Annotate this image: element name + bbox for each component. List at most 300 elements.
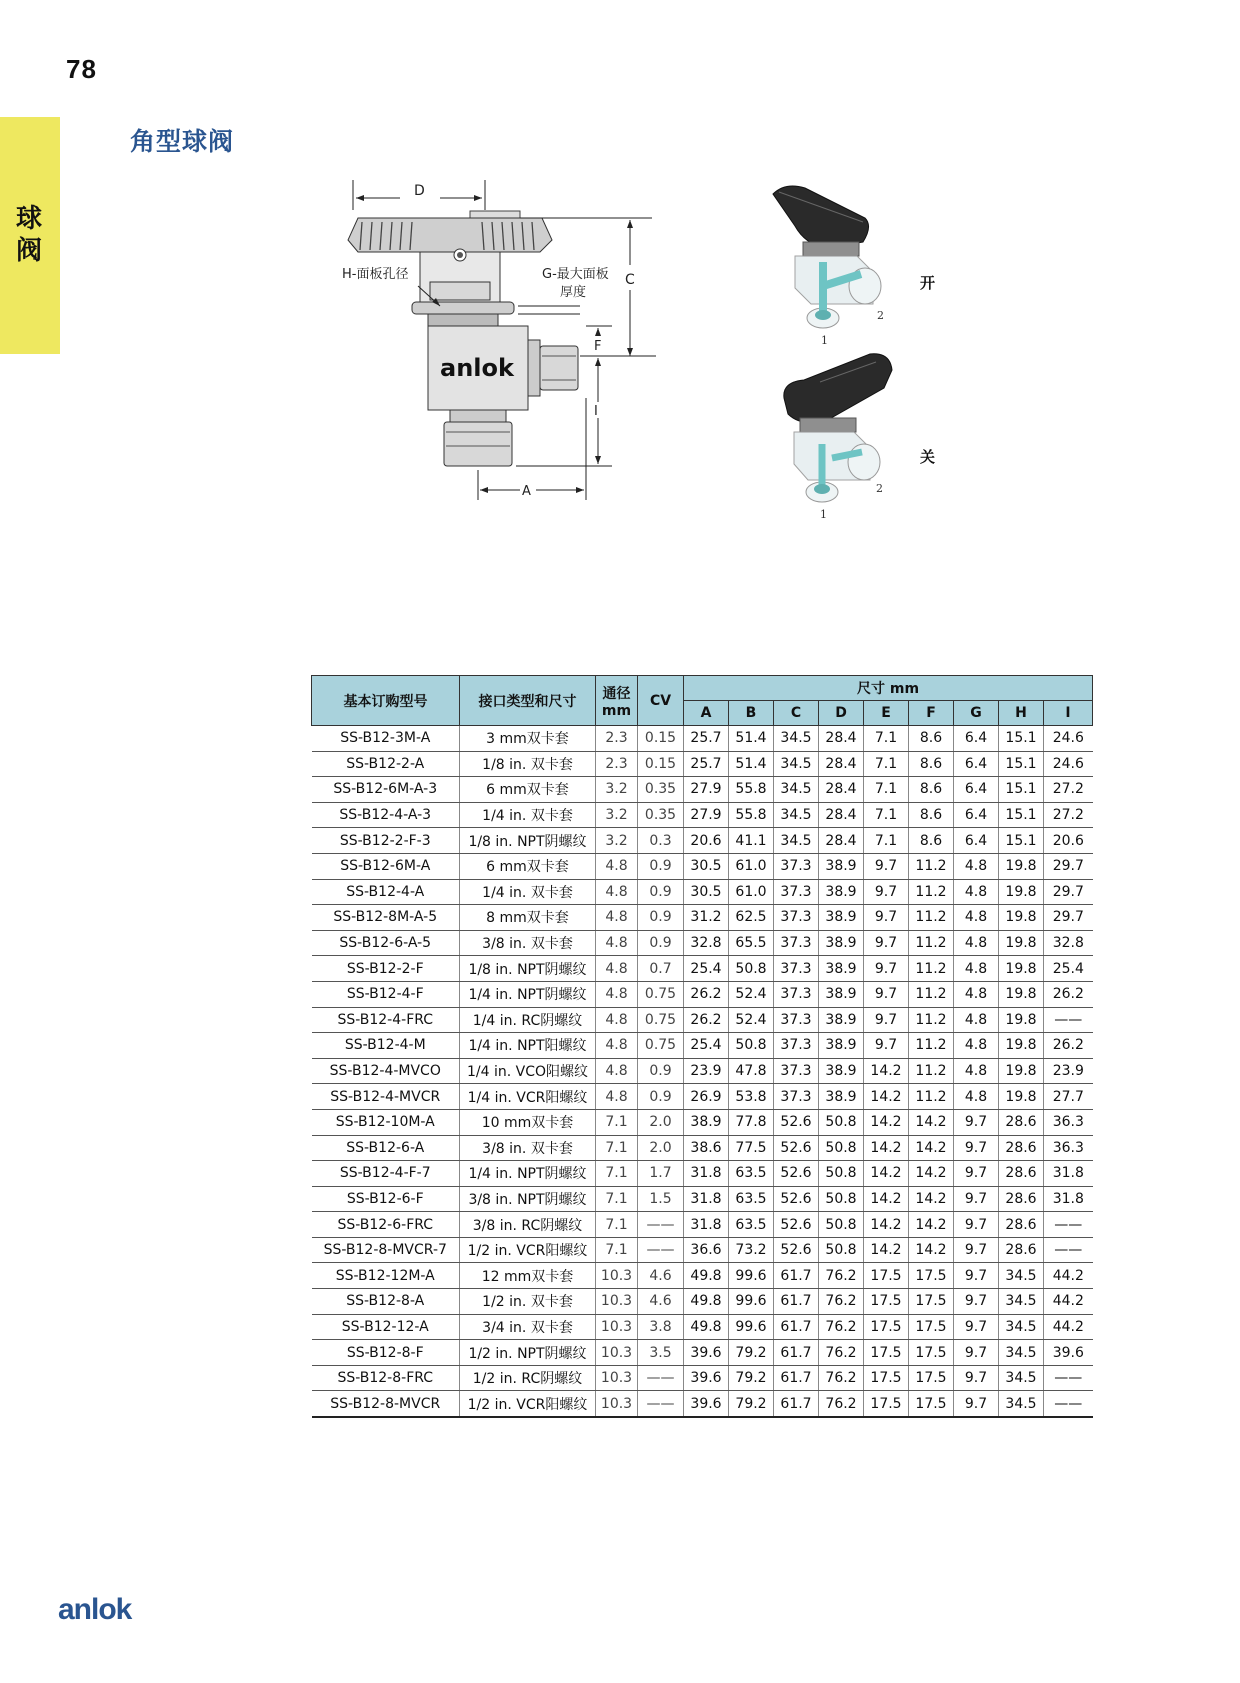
table-row [312, 1340, 1093, 1366]
cell-connection: 3/4 in. 双卡套 [460, 1314, 596, 1340]
cell-dim-a: 31.8 [684, 1212, 729, 1238]
cell-dim-h: 28.6 [999, 1212, 1044, 1238]
cell-dim-c: 34.5 [774, 751, 819, 777]
cell-dim-h: 19.8 [999, 1033, 1044, 1059]
cell-dim-g: 4.8 [954, 956, 999, 982]
cell-dim-f: 17.5 [909, 1289, 954, 1315]
cell-connection: 8 mm双卡套 [460, 905, 596, 931]
cell-dim-h: 19.8 [999, 853, 1044, 879]
cell-cv: 0.7 [638, 956, 684, 982]
cell-dim-a: 31.2 [684, 905, 729, 931]
cell-dim-f: 11.2 [909, 956, 954, 982]
cell-dim-a: 25.4 [684, 1033, 729, 1059]
cell-dim-b: 65.5 [729, 930, 774, 956]
cell-dim-d: 38.9 [819, 1007, 864, 1033]
cell-dim-e: 14.2 [864, 1084, 909, 1110]
cell-dim-i: —— [1044, 1365, 1093, 1391]
cell-part-number: SS-B12-2-A [312, 751, 460, 777]
header-dim-c: C [774, 701, 819, 726]
cell-dim-e: 14.2 [864, 1109, 909, 1135]
cell-cv: 0.15 [638, 751, 684, 777]
cell-dim-f: 14.2 [909, 1109, 954, 1135]
cell-bore: 7.1 [596, 1186, 638, 1212]
cell-part-number: SS-B12-6M-A [312, 853, 460, 879]
table-row [312, 905, 1093, 931]
cell-bore: 4.8 [596, 956, 638, 982]
cell-dim-h: 28.6 [999, 1135, 1044, 1161]
cell-dim-b: 79.2 [729, 1340, 774, 1366]
cell-dim-a: 39.6 [684, 1391, 729, 1417]
cell-connection: 1/4 in. VCR阳螺纹 [460, 1084, 596, 1110]
cell-dim-h: 34.5 [999, 1314, 1044, 1340]
side-tab-label: 球阀 [16, 203, 43, 265]
cell-bore: 7.1 [596, 1161, 638, 1187]
label-f: F [594, 339, 602, 354]
cell-connection: 1/4 in. NPT阴螺纹 [460, 1161, 596, 1187]
table-row [312, 726, 1093, 752]
cell-connection: 1/4 in. NPT阴螺纹 [460, 981, 596, 1007]
table-row [312, 751, 1093, 777]
cell-dim-h: 19.8 [999, 930, 1044, 956]
cell-dim-d: 50.8 [819, 1237, 864, 1263]
cell-cv: 4.6 [638, 1263, 684, 1289]
cell-dim-h: 28.6 [999, 1186, 1044, 1212]
cell-dim-c: 34.5 [774, 726, 819, 752]
cell-dim-c: 61.7 [774, 1263, 819, 1289]
cell-dim-a: 25.4 [684, 956, 729, 982]
header-cv: CV [638, 676, 684, 726]
cell-dim-h: 28.6 [999, 1109, 1044, 1135]
cell-dim-i: 27.2 [1044, 802, 1093, 828]
cell-cv: 0.9 [638, 905, 684, 931]
cell-dim-a: 30.5 [684, 879, 729, 905]
cell-dim-a: 31.8 [684, 1161, 729, 1187]
cell-cv: 0.9 [638, 1058, 684, 1084]
cell-dim-g: 6.4 [954, 802, 999, 828]
cell-dim-b: 63.5 [729, 1161, 774, 1187]
page-number: 78 [66, 54, 97, 84]
cell-dim-h: 34.5 [999, 1340, 1044, 1366]
table-row [312, 879, 1093, 905]
cell-dim-i: 36.3 [1044, 1135, 1093, 1161]
cell-dim-e: 17.5 [864, 1263, 909, 1289]
table-row [312, 1161, 1093, 1187]
cell-part-number: SS-B12-4-F [312, 981, 460, 1007]
header-bore [596, 676, 638, 726]
cell-connection: 3/8 in. NPT阴螺纹 [460, 1186, 596, 1212]
cell-dim-i: 36.3 [1044, 1109, 1093, 1135]
cell-dim-e: 17.5 [864, 1391, 909, 1417]
cell-dim-i: 26.2 [1044, 1033, 1093, 1059]
cell-dim-d: 76.2 [819, 1340, 864, 1366]
cell-dim-d: 38.9 [819, 1084, 864, 1110]
cell-dim-g: 4.8 [954, 853, 999, 879]
cell-dim-c: 37.3 [774, 930, 819, 956]
closed-state-image [780, 352, 920, 522]
cell-dim-b: 62.5 [729, 905, 774, 931]
cell-dim-c: 61.7 [774, 1391, 819, 1417]
cell-dim-i: 26.2 [1044, 981, 1093, 1007]
header-dim-g: G [954, 701, 999, 726]
cell-dim-f: 11.2 [909, 879, 954, 905]
cell-dim-h: 15.1 [999, 802, 1044, 828]
cell-dim-e: 14.2 [864, 1212, 909, 1238]
cell-dim-e: 17.5 [864, 1365, 909, 1391]
cell-dim-f: 8.6 [909, 726, 954, 752]
cell-dim-e: 17.5 [864, 1340, 909, 1366]
cell-cv: 2.0 [638, 1109, 684, 1135]
cell-dim-g: 9.7 [954, 1135, 999, 1161]
cell-dim-h: 28.6 [999, 1161, 1044, 1187]
cell-dim-i: 23.9 [1044, 1058, 1093, 1084]
cell-connection: 1/4 in. 双卡套 [460, 879, 596, 905]
cell-dim-i: 31.8 [1044, 1161, 1093, 1187]
cell-part-number: SS-B12-10M-A [312, 1109, 460, 1135]
cell-bore: 4.8 [596, 1084, 638, 1110]
cell-dim-b: 61.0 [729, 879, 774, 905]
cell-bore: 7.1 [596, 1237, 638, 1263]
cell-dim-f: 11.2 [909, 853, 954, 879]
cell-dim-b: 53.8 [729, 1084, 774, 1110]
cell-dim-b: 52.4 [729, 1007, 774, 1033]
cell-dim-d: 28.4 [819, 777, 864, 803]
table-row [312, 828, 1093, 854]
cell-connection: 6 mm双卡套 [460, 777, 596, 803]
table-header-row-1 [312, 676, 1093, 701]
cell-dim-e: 14.2 [864, 1186, 909, 1212]
cell-dim-b: 50.8 [729, 956, 774, 982]
cell-dim-h: 15.1 [999, 726, 1044, 752]
cell-connection: 3 mm双卡套 [460, 726, 596, 752]
cell-cv: 0.35 [638, 777, 684, 803]
cell-dim-g: 9.7 [954, 1263, 999, 1289]
cell-dim-e: 17.5 [864, 1314, 909, 1340]
table-row [312, 1391, 1093, 1417]
cell-dim-c: 37.3 [774, 1058, 819, 1084]
cell-dim-b: 41.1 [729, 828, 774, 854]
cell-dim-f: 14.2 [909, 1237, 954, 1263]
cell-dim-b: 99.6 [729, 1289, 774, 1315]
cell-dim-e: 17.5 [864, 1289, 909, 1315]
cell-dim-d: 28.4 [819, 802, 864, 828]
closed-label: 关 [920, 449, 936, 466]
cell-part-number: SS-B12-6-A-5 [312, 930, 460, 956]
cell-connection: 1/4 in. NPT阳螺纹 [460, 1033, 596, 1059]
cell-part-number: SS-B12-6M-A-3 [312, 777, 460, 803]
cell-dim-f: 17.5 [909, 1365, 954, 1391]
cell-dim-b: 77.5 [729, 1135, 774, 1161]
cell-dim-c: 61.7 [774, 1289, 819, 1315]
cell-part-number: SS-B12-3M-A [312, 726, 460, 752]
cell-dim-g: 9.7 [954, 1391, 999, 1417]
cell-dim-e: 14.2 [864, 1161, 909, 1187]
cell-dim-a: 38.6 [684, 1135, 729, 1161]
cell-dim-a: 27.9 [684, 802, 729, 828]
cell-cv: 0.75 [638, 1007, 684, 1033]
cell-part-number: SS-B12-6-A [312, 1135, 460, 1161]
cell-dim-b: 50.8 [729, 1033, 774, 1059]
cell-dim-g: 4.8 [954, 1084, 999, 1110]
cell-dim-h: 19.8 [999, 1084, 1044, 1110]
cell-dim-h: 34.5 [999, 1289, 1044, 1315]
cell-bore: 2.3 [596, 751, 638, 777]
section-title: 角型球阀 [130, 128, 235, 156]
cell-part-number: SS-B12-4-A [312, 879, 460, 905]
cell-connection: 1/2 in. VCR阳螺纹 [460, 1237, 596, 1263]
cell-dim-g: 9.7 [954, 1340, 999, 1366]
cell-part-number: SS-B12-4-MVCR [312, 1084, 460, 1110]
cell-dim-h: 34.5 [999, 1365, 1044, 1391]
cell-dim-e: 7.1 [864, 802, 909, 828]
header-dim-e: E [864, 701, 909, 726]
cell-dim-i: —— [1044, 1007, 1093, 1033]
cell-connection: 6 mm双卡套 [460, 853, 596, 879]
cell-connection: 1/8 in. NPT阴螺纹 [460, 956, 596, 982]
cell-dim-i: —— [1044, 1212, 1093, 1238]
header-dim-d: D [819, 701, 864, 726]
closed-valve-icon [780, 352, 920, 522]
table-body [312, 726, 1093, 1418]
cell-dim-a: 49.8 [684, 1314, 729, 1340]
cell-part-number: SS-B12-8M-A-5 [312, 905, 460, 931]
cell-dim-b: 99.6 [729, 1263, 774, 1289]
cell-dim-h: 19.8 [999, 1058, 1044, 1084]
cell-dim-c: 37.3 [774, 1084, 819, 1110]
cell-dim-c: 52.6 [774, 1186, 819, 1212]
cell-dim-d: 28.4 [819, 751, 864, 777]
cell-dim-f: 8.6 [909, 777, 954, 803]
cell-dim-g: 6.4 [954, 751, 999, 777]
cell-part-number: SS-B12-6-FRC [312, 1212, 460, 1238]
table-row [312, 1186, 1093, 1212]
cell-dim-e: 7.1 [864, 726, 909, 752]
cell-dim-f: 8.6 [909, 751, 954, 777]
cell-connection: 1/4 in. RC阴螺纹 [460, 1007, 596, 1033]
cell-dim-a: 49.8 [684, 1289, 729, 1315]
cell-part-number: SS-B12-4-FRC [312, 1007, 460, 1033]
cell-dim-d: 50.8 [819, 1212, 864, 1238]
cell-part-number: SS-B12-4-M [312, 1033, 460, 1059]
cell-dim-d: 38.9 [819, 905, 864, 931]
cell-dim-e: 14.2 [864, 1237, 909, 1263]
cell-connection: 1/2 in. RC阴螺纹 [460, 1365, 596, 1391]
cell-bore: 3.2 [596, 777, 638, 803]
label-c: C [625, 272, 635, 288]
cell-dim-i: 29.7 [1044, 905, 1093, 931]
cell-connection: 3/8 in. RC阴螺纹 [460, 1212, 596, 1238]
cell-dim-h: 34.5 [999, 1263, 1044, 1289]
label-h: H-面板孔径 [342, 267, 409, 282]
table-row [312, 1289, 1093, 1315]
dimension-drawing [330, 180, 660, 520]
cell-dim-a: 25.7 [684, 751, 729, 777]
cell-cv: —— [638, 1212, 684, 1238]
cell-dim-h: 15.1 [999, 751, 1044, 777]
cell-connection: 1/4 in. VCO阳螺纹 [460, 1058, 596, 1084]
cell-dim-g: 9.7 [954, 1365, 999, 1391]
header-bore-line1: 通径 [602, 685, 631, 702]
closed-port-2: 2 [876, 482, 883, 495]
cell-dim-e: 9.7 [864, 981, 909, 1007]
cell-bore: 4.8 [596, 1058, 638, 1084]
cell-dim-f: 17.5 [909, 1391, 954, 1417]
cell-bore: 10.3 [596, 1391, 638, 1417]
cell-dim-h: 19.8 [999, 1007, 1044, 1033]
cell-dim-d: 38.9 [819, 879, 864, 905]
cell-connection: 10 mm双卡套 [460, 1109, 596, 1135]
cell-dim-c: 34.5 [774, 828, 819, 854]
cell-dim-g: 4.8 [954, 981, 999, 1007]
cell-cv: 0.75 [638, 981, 684, 1007]
cell-dim-d: 76.2 [819, 1314, 864, 1340]
cell-dim-a: 27.9 [684, 777, 729, 803]
cell-part-number: SS-B12-4-F-7 [312, 1161, 460, 1187]
label-d: D [414, 183, 425, 199]
cell-dim-a: 32.8 [684, 930, 729, 956]
header-connection: 接口类型和尺寸 [460, 676, 596, 726]
cell-dim-c: 61.7 [774, 1314, 819, 1340]
cell-bore: 7.1 [596, 1135, 638, 1161]
cell-dim-d: 38.9 [819, 956, 864, 982]
closed-port-1: 1 [820, 508, 827, 521]
table-row [312, 777, 1093, 803]
header-dimensions: 尺寸 mm [684, 676, 1093, 701]
cell-dim-d: 38.9 [819, 981, 864, 1007]
cell-bore: 4.8 [596, 905, 638, 931]
label-g-line1: G-最大面板 [542, 267, 609, 282]
cell-dim-a: 30.5 [684, 853, 729, 879]
cell-dim-d: 50.8 [819, 1186, 864, 1212]
cell-dim-d: 38.9 [819, 853, 864, 879]
cell-dim-g: 4.8 [954, 1058, 999, 1084]
cell-dim-f: 14.2 [909, 1161, 954, 1187]
cell-bore: 10.3 [596, 1365, 638, 1391]
cell-bore: 3.2 [596, 802, 638, 828]
valve-dimension-svg [330, 180, 660, 520]
cell-part-number: SS-B12-6-F [312, 1186, 460, 1212]
cell-part-number: SS-B12-4-MVCO [312, 1058, 460, 1084]
cell-dim-c: 37.3 [774, 879, 819, 905]
cell-dim-b: 79.2 [729, 1391, 774, 1417]
cell-dim-g: 4.8 [954, 1007, 999, 1033]
label-g-line2: 厚度 [560, 285, 587, 300]
cell-dim-f: 11.2 [909, 981, 954, 1007]
table-row [312, 981, 1093, 1007]
cell-bore: 4.8 [596, 879, 638, 905]
cell-dim-g: 6.4 [954, 828, 999, 854]
cell-cv: 0.3 [638, 828, 684, 854]
cell-dim-d: 38.9 [819, 1033, 864, 1059]
cell-part-number: SS-B12-8-A [312, 1289, 460, 1315]
cell-dim-i: 39.6 [1044, 1340, 1093, 1366]
cell-cv: 0.9 [638, 853, 684, 879]
cell-dim-a: 49.8 [684, 1263, 729, 1289]
cell-dim-d: 50.8 [819, 1109, 864, 1135]
side-tab [0, 117, 60, 354]
cell-dim-a: 23.9 [684, 1058, 729, 1084]
cell-dim-b: 63.5 [729, 1186, 774, 1212]
cell-dim-f: 17.5 [909, 1340, 954, 1366]
cell-dim-d: 50.8 [819, 1135, 864, 1161]
cell-dim-b: 73.2 [729, 1237, 774, 1263]
cell-dim-c: 34.5 [774, 802, 819, 828]
table-row [312, 1237, 1093, 1263]
cell-dim-d: 76.2 [819, 1289, 864, 1315]
cell-dim-b: 55.8 [729, 802, 774, 828]
table-row [312, 1033, 1093, 1059]
header-dim-h: H [999, 701, 1044, 726]
cell-dim-a: 31.8 [684, 1186, 729, 1212]
cell-dim-g: 9.7 [954, 1212, 999, 1238]
cell-dim-e: 7.1 [864, 777, 909, 803]
cell-dim-b: 55.8 [729, 777, 774, 803]
cell-dim-d: 38.9 [819, 1058, 864, 1084]
cell-dim-i: 44.2 [1044, 1314, 1093, 1340]
table-row [312, 1007, 1093, 1033]
cell-cv: 0.9 [638, 1084, 684, 1110]
cell-part-number: SS-B12-4-A-3 [312, 802, 460, 828]
cell-dim-b: 47.8 [729, 1058, 774, 1084]
cell-dim-f: 17.5 [909, 1263, 954, 1289]
cell-dim-h: 19.8 [999, 879, 1044, 905]
header-dim-f: F [909, 701, 954, 726]
cell-dim-e: 14.2 [864, 1135, 909, 1161]
cell-cv: —— [638, 1365, 684, 1391]
cell-dim-g: 9.7 [954, 1289, 999, 1315]
cell-dim-f: 8.6 [909, 802, 954, 828]
cell-cv: —— [638, 1237, 684, 1263]
cell-dim-g: 4.8 [954, 879, 999, 905]
cell-dim-a: 39.6 [684, 1340, 729, 1366]
cell-dim-f: 17.5 [909, 1314, 954, 1340]
cell-cv: 0.9 [638, 930, 684, 956]
label-i: I [594, 404, 598, 419]
header-part-number: 基本订购型号 [312, 676, 460, 726]
cell-dim-e: 7.1 [864, 828, 909, 854]
cell-dim-e: 9.7 [864, 905, 909, 931]
cell-dim-g: 4.8 [954, 905, 999, 931]
cell-cv: 0.75 [638, 1033, 684, 1059]
cell-part-number: SS-B12-2-F-3 [312, 828, 460, 854]
cell-dim-c: 37.3 [774, 905, 819, 931]
cell-dim-i: 29.7 [1044, 879, 1093, 905]
cell-dim-e: 9.7 [864, 956, 909, 982]
cell-dim-h: 34.5 [999, 1391, 1044, 1417]
table-row [312, 930, 1093, 956]
cell-cv: 0.15 [638, 726, 684, 752]
table-row [312, 1084, 1093, 1110]
cell-cv: 4.6 [638, 1289, 684, 1315]
cell-dim-c: 37.3 [774, 853, 819, 879]
cell-cv: 1.5 [638, 1186, 684, 1212]
cell-connection: 1/2 in. 双卡套 [460, 1289, 596, 1315]
cell-dim-e: 9.7 [864, 1007, 909, 1033]
cell-bore: 4.8 [596, 930, 638, 956]
cell-dim-c: 37.3 [774, 1007, 819, 1033]
cell-cv: 1.7 [638, 1161, 684, 1187]
cell-dim-e: 14.2 [864, 1058, 909, 1084]
cell-cv: 3.5 [638, 1340, 684, 1366]
cell-dim-a: 25.7 [684, 726, 729, 752]
brand-logo: anlok [58, 1593, 132, 1626]
cell-dim-b: 51.4 [729, 751, 774, 777]
cell-bore: 2.3 [596, 726, 638, 752]
cell-dim-a: 26.2 [684, 981, 729, 1007]
cell-dim-a: 39.6 [684, 1365, 729, 1391]
cell-dim-g: 6.4 [954, 726, 999, 752]
cell-connection: 1/8 in. NPT阴螺纹 [460, 828, 596, 854]
cell-dim-a: 20.6 [684, 828, 729, 854]
